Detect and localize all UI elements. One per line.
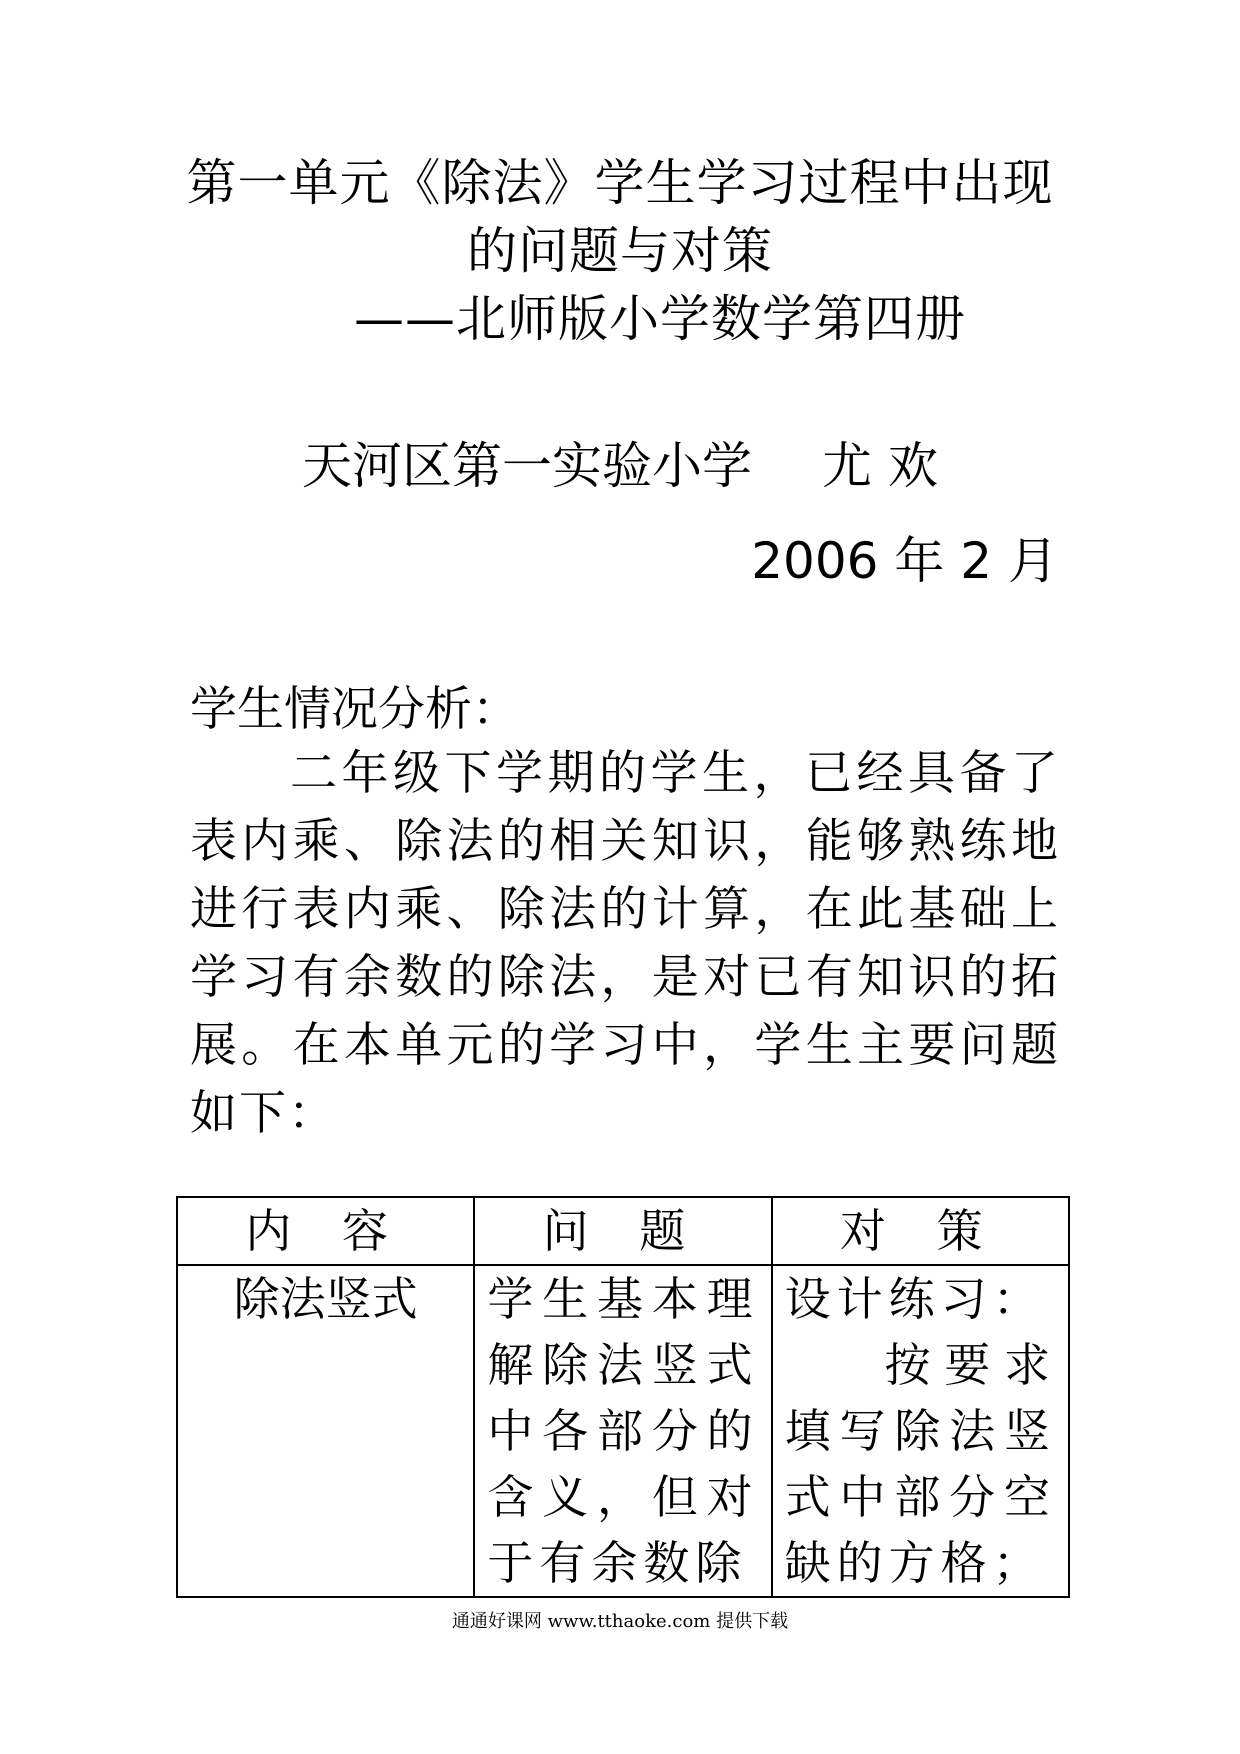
header-problem: 问 题 xyxy=(474,1197,771,1265)
analysis-heading: 学生情况分析： xyxy=(190,682,519,737)
strategy-detail-text: 按要求填写除法竖式中部分空缺的方格； xyxy=(784,1338,1056,1590)
table-row xyxy=(177,1265,1069,1597)
analysis-paragraph: 二年级下学期的学生，已经具备了表内乘、除法的相关知识，能够熟练地进行表内乘、除法的计算，在此基础上学习有余数的除法，是对已有知识的拓展。在本单元的学习中，学生主要问题如下： xyxy=(190,746,1060,1141)
strategy-label: 设计练习： xyxy=(784,1272,1045,1326)
problem-strategy-table xyxy=(176,1196,1070,1598)
strategy-detail xyxy=(785,1332,1056,1596)
author-line xyxy=(0,435,1240,497)
table-header-row xyxy=(177,1197,1069,1265)
author-name: 尤 欢 xyxy=(822,437,938,495)
title-line-2: 的问题与对策 xyxy=(467,222,773,280)
cell-problem: 学生基本理解除法竖式中各部分的含义，但对于有余数除 xyxy=(474,1265,771,1597)
header-strategy: 对 策 xyxy=(772,1197,1069,1265)
cell-content: 除法竖式 xyxy=(177,1265,474,1597)
subtitle: ——北师版小学数学第四册 xyxy=(354,290,966,348)
header-content: 内 容 xyxy=(177,1197,474,1265)
author-school: 天河区第一实验小学 xyxy=(302,437,753,495)
title-line-1: 第一单元《除法》学生学习过程中出现 xyxy=(186,154,1054,212)
cell-strategy xyxy=(772,1265,1069,1597)
footer-credit: 通通好课网 www.tthaoke.com 提供下载 xyxy=(451,1611,789,1632)
document-date: 2006 年 2 月 xyxy=(751,532,1058,590)
